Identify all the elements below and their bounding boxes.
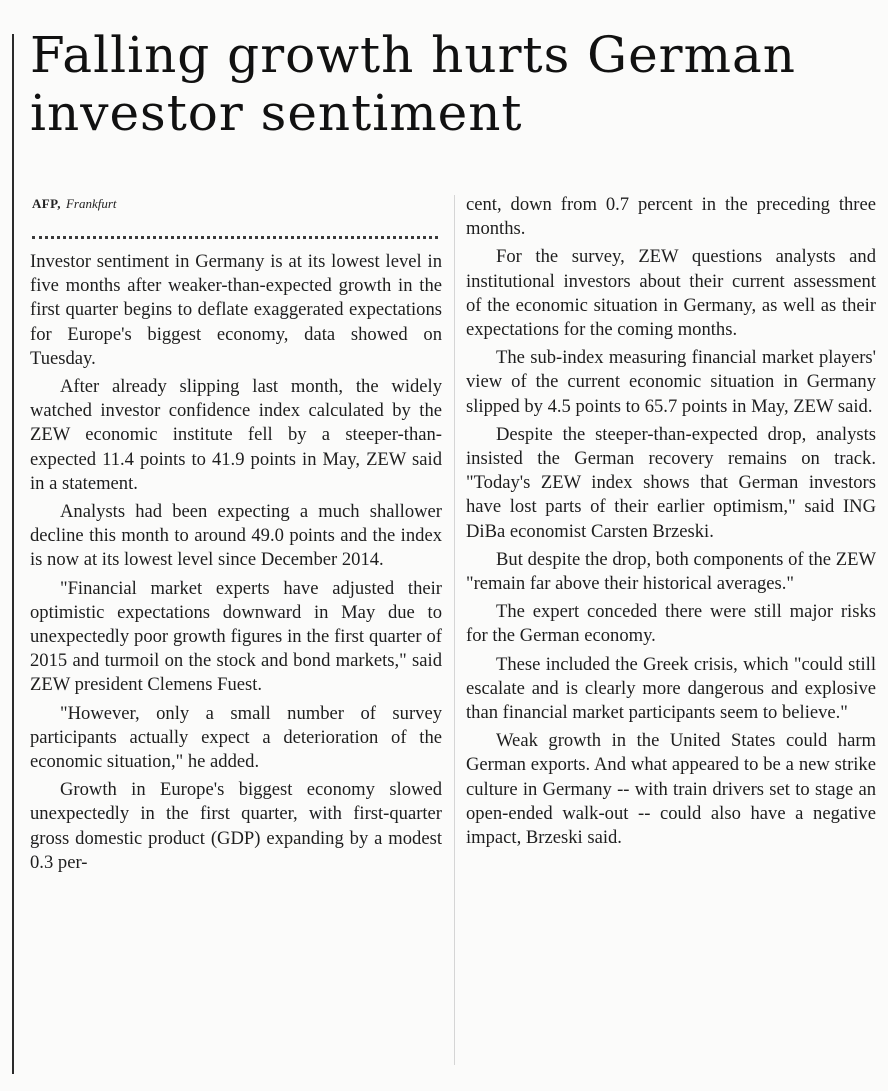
byline-agency: AFP,	[32, 196, 61, 211]
article-headline	[30, 26, 880, 142]
paragraph-lede: Investor sentiment in Germany is at its lowest level in five months after weaker-than-expected growth in the first quarter begins to deflate exaggerated expectations for Europe's biggest economy, data showed on Tuesday.	[30, 251, 442, 369]
byline-location: Frankfurt	[65, 196, 117, 211]
paragraph: Despite the steeper-than-expected drop, analysts insisted the German recovery remains on track. "Today's ZEW index shows that German investors have lost parts of their earlier optimism," said ING DiBa economist Carsten Brzeski.	[466, 423, 876, 542]
paragraph: These included the Greek crisis, which "could still escalate and is clearly more dangerous and explosive than financial market participants seem to believe."	[466, 653, 876, 724]
paragraph: The expert conceded there were still major risks for the German economy.	[466, 601, 876, 647]
paragraph-continued: cent, down from 0.7 percent in the preceding three months.	[466, 194, 876, 240]
headline-line-1: Falling growth hurts German	[30, 26, 796, 84]
paragraph: But despite the drop, both components of the ZEW "remain far above their historical averages."	[466, 548, 876, 595]
column-gutter	[454, 195, 455, 1065]
dotted-separator	[32, 236, 438, 239]
headline-line-2: investor sentiment	[30, 84, 523, 142]
paragraph: After already slipping last month, the widely watched investor confidence index calculated by the ZEW economic institute fell by a steeper-than-expected 11.4 points to 41.9 points in May, ZEW said in a statement.	[30, 376, 442, 494]
paragraph: "However, only a small number of survey participants actually expect a deterioration of the economic situation," he added.	[30, 702, 442, 773]
left-column	[30, 250, 442, 879]
paragraph: Weak growth in the United States could harm German exports. And what appeared to be a new strike culture in Germany -- with train drivers set to stage an open-ended walk-out -- could also have a negative impact, Brzeski said.	[466, 730, 876, 849]
left-column-rule	[12, 34, 14, 1074]
paragraph: The sub-index measuring financial market players' view of the current economic situation in Germany slipped by 4.5 points to 65.7 points in May, ZEW said.	[466, 347, 876, 417]
paragraph: Analysts had been expecting a much shallower decline this month to around 49.0 points and the index is now at its lowest level since December 2014.	[30, 501, 442, 571]
paragraph: For the survey, ZEW questions analysts and institutional investors about their current assessment of the economic situation in Germany, as well as their expectations for the coming months.	[466, 246, 876, 341]
paragraph: Growth in Europe's biggest economy slowed unexpectedly in the first quarter, with first-quarter gross domestic product (GDP) expanding by a modest 0.3 per-	[30, 779, 442, 873]
right-column	[466, 193, 876, 854]
paragraph: "Financial market experts have adjusted their optimistic expectations downward in May due to unexpectedly poor growth figures in the first quarter of 2015 and turmoil on the stock and bond markets," said ZEW president Clemens Fuest.	[30, 577, 442, 696]
byline	[32, 196, 117, 212]
